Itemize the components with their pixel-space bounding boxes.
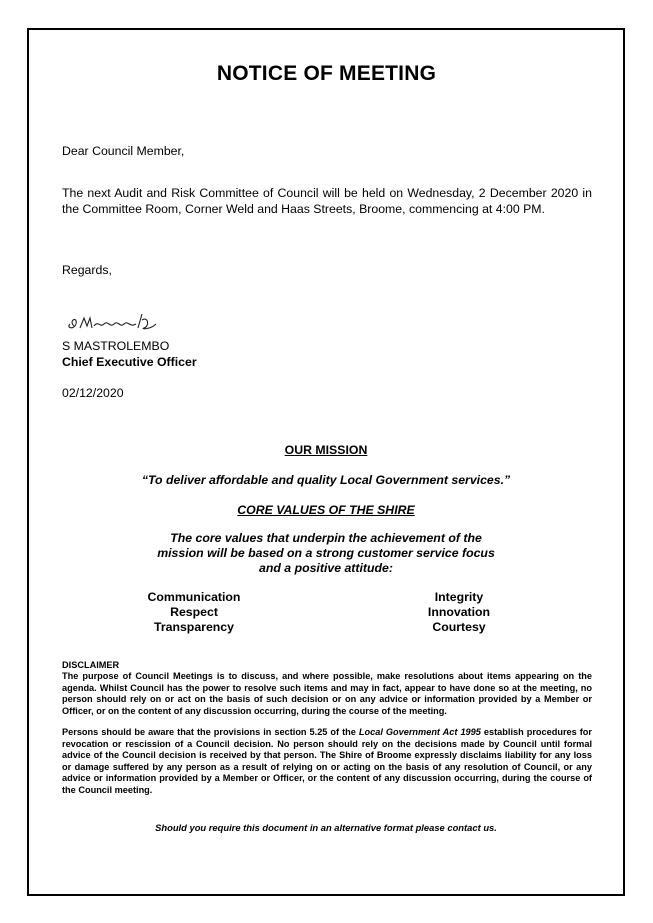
mission-statement: “To deliver affordable and quality Local Government services.” — [141, 473, 511, 487]
alternative-format-note: Should you require this document in an alternative format please contact us. — [155, 822, 497, 833]
signature-image — [64, 306, 164, 336]
core-value: Respect — [170, 605, 218, 619]
signatory-title: Chief Executive Officer — [62, 355, 197, 369]
signatory-name: S MASTROLEMBO — [62, 339, 170, 353]
core-value: Innovation — [427, 605, 491, 619]
disclaimer-heading: DISCLAIMER — [62, 660, 120, 670]
disclaimer-text: Persons should be aware that the provisions in section 5.25 of the — [62, 727, 359, 737]
core-values-heading: CORE VALUES OF THE SHIRE — [237, 503, 415, 517]
core-value: Integrity — [434, 590, 484, 604]
core-values-right-column — [379, 590, 539, 635]
core-value: Transparency — [154, 620, 234, 634]
document-date: 02/12/2020 — [62, 386, 124, 400]
core-value: Courtesy — [432, 620, 486, 634]
disclaimer-paragraph-2 — [62, 727, 592, 797]
core-values-left-column — [114, 590, 274, 635]
meeting-notice-text: The next Audit and Risk Committee of Council will be held on Wednesday, 2 December 2020 in the Committee Room, Corner Weld and Haas Streets, Broome, commencing at 4:00 PM. — [62, 186, 592, 216]
page-title: NOTICE OF MEETING — [216, 62, 437, 85]
mission-heading: OUR MISSION — [284, 443, 368, 457]
core-value: Communication — [147, 590, 241, 604]
disclaimer-text: establish procedures for revocation or rescission of a Council decision. No person should rely on the decisions made by Council until formal advice of the Council decision is received by that person. The Shire of Broome expressly disclaims liability for any loss or damage suffered by any person as a result of relying on or acting on the basis of any resolution of Council, or any advice or information provided by a Member or Officer, or the content of any discussion occurring, during the course of the Council meeting. — [62, 727, 592, 795]
act-name: Local Government Act 1995 — [358, 727, 481, 737]
core-values-intro: The core values that underpin the achievement of the mission will be based on a strong customer service focus and a positive attitude: — [157, 531, 495, 575]
closing: Regards, — [62, 263, 112, 277]
disclaimer-paragraph-1: The purpose of Council Meetings is to discuss, and where possible, make resolutions about items appearing on the agenda. Whilst Council has the power to resolve such items and may in fact, appear to have done so at the meeting, no person should rely on or act on the basis of such decision or on any advice or information provided by a Member or Officer, or on the content of any discussion occurring, during the course of the meeting. — [62, 671, 592, 716]
salutation: Dear Council Member, — [62, 144, 185, 158]
